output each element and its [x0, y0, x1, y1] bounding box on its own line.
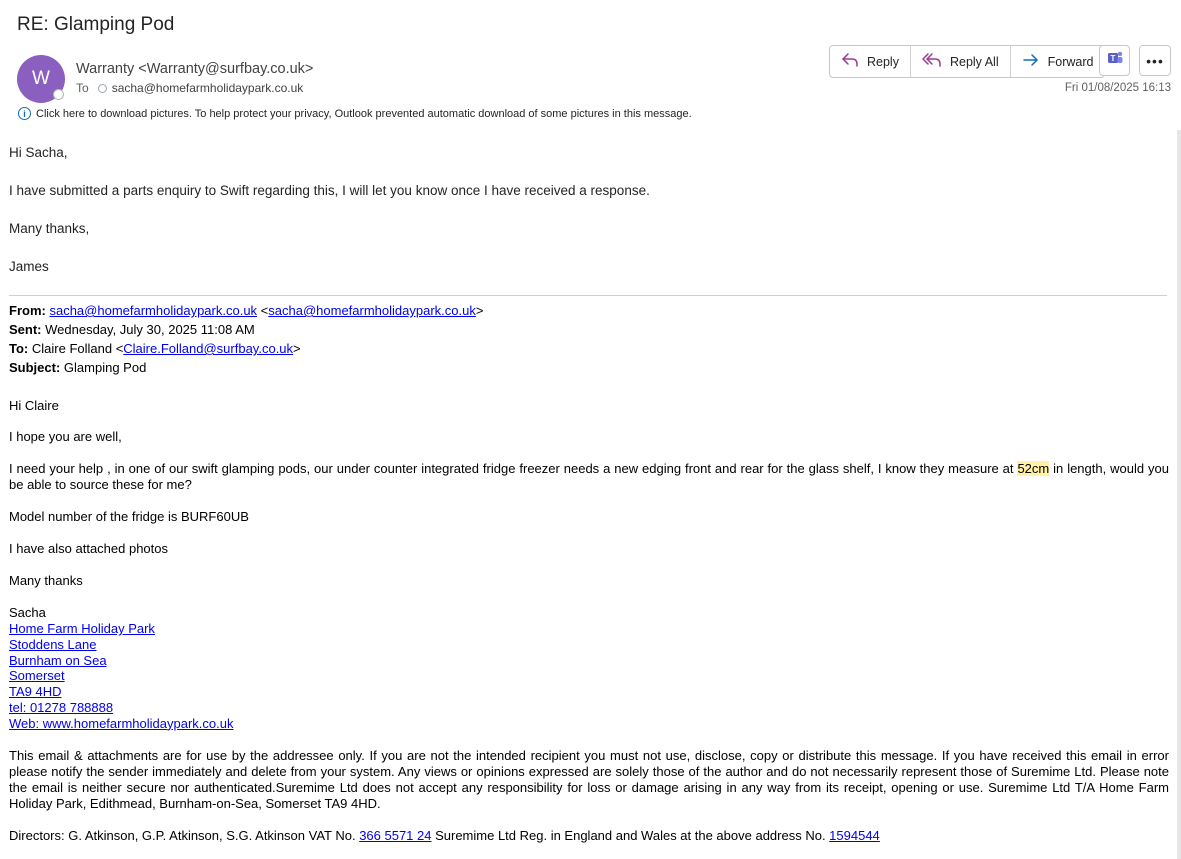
signature-block — [9, 621, 233, 732]
original-line-3: Model number of the fridge is BURF60UB — [9, 509, 249, 524]
original-line-1: I hope you are well, — [9, 429, 122, 444]
from-link-2[interactable]: sacha@homefarmholidaypark.co.uk — [268, 303, 476, 318]
message-actions-toolbar — [829, 45, 1105, 78]
teams-icon — [1106, 49, 1124, 72]
signature-link[interactable]: TA9 4HD — [9, 684, 62, 700]
original-sent-row — [9, 322, 255, 337]
reply-button[interactable] — [830, 46, 911, 77]
more-icon: ••• — [1146, 52, 1164, 69]
reply-greeting: Hi Sacha, — [9, 145, 68, 160]
reply-message: I have submitted a parts enquiry to Swift regarding this, I will let you know once I have received a response. — [9, 183, 650, 198]
line-2-part-a: I need your help , in one of our swift glamping pods, our under counter integrated fridge freezer needs a new edging front and rear for the glass shelf, I know they measure at — [9, 461, 1018, 476]
vat-link[interactable]: 366 5571 24 — [359, 828, 432, 843]
reply-all-button[interactable] — [911, 46, 1011, 77]
scrollbar[interactable] — [1177, 130, 1181, 859]
directors-line — [9, 828, 880, 843]
more-actions-button[interactable] — [1139, 45, 1171, 76]
reply-all-icon — [922, 52, 950, 71]
quoted-separator — [9, 295, 1167, 296]
forward-button[interactable] — [1011, 46, 1105, 77]
to-link[interactable]: Claire.Folland@surfbay.co.uk — [123, 341, 294, 356]
sent-value: Wednesday, July 30, 2025 11:08 AM — [45, 322, 255, 337]
from-link[interactable]: sacha@homefarmholidaypark.co.uk — [49, 303, 258, 318]
directors-text-b: Suremime Ltd Reg. in England and Wales at the above address No. — [431, 828, 830, 843]
sender-display[interactable]: Warranty <Warranty@surfbay.co.uk> — [76, 61, 314, 77]
recipient-presence-icon — [98, 84, 107, 93]
signature-web-link[interactable]: Web: www.homefarmholidaypark.co.uk — [9, 715, 234, 731]
teams-chat-button[interactable] — [1099, 45, 1130, 76]
recipient-address[interactable]: sacha@homefarmholidaypark.co.uk — [111, 81, 304, 95]
reply-label: Reply — [867, 54, 899, 69]
line-2-part-b: in length, would you be able to source these for me? — [9, 461, 1169, 492]
original-subject-row — [9, 360, 146, 375]
email-subject: RE: Glamping Pod — [17, 14, 175, 35]
recipient-row — [76, 81, 303, 95]
disclaimer: This email & attachments are for use by the addressee only. If you are not the intended recipient you must not use, disclose, copy or distribute this message. If you have received this email in error please notify the sender immediately and delete from your system. Any views or opinions expressed are solely those of the author and do not necessarily represent those of Suremime Ltd. Please note the email is neither secure nor authenticated.Suremime Ltd does not accept any responsibility for loss or damage arising in any way from its receipt, opening or use. Suremime Ltd T/A Home Farm Holiday Park, Edithmead, Burnham-on-Sea, Somerset TA9 4HD. — [9, 748, 1169, 811]
signature-link[interactable]: Home Farm Holiday Park — [9, 621, 155, 636]
directors-text-a: Directors: G. Atkinson, G.P. Atkinson, S.G. Atkinson VAT No. — [9, 828, 360, 843]
to-name: Claire Folland < — [31, 341, 124, 356]
reply-signature-name: James — [9, 259, 49, 274]
forward-icon — [1022, 52, 1048, 71]
signature-link[interactable]: Stoddens Lane — [9, 636, 97, 652]
original-name: Sacha — [9, 605, 46, 620]
original-line-4: I have also attached photos — [9, 541, 169, 556]
original-greeting: Hi Claire — [9, 398, 59, 413]
signature-link[interactable]: Somerset — [9, 668, 65, 684]
from-label: From: — [9, 303, 46, 318]
to-label: To — [76, 81, 89, 95]
subject-label: Subject: — [9, 360, 61, 375]
presence-status-icon — [53, 89, 64, 100]
original-to-row: To: Claire Folland <Claire.Folland@surfbay.co.uk> — [9, 341, 301, 356]
original-line-2 — [9, 461, 1169, 493]
reply-closing: Many thanks, — [9, 221, 90, 236]
sender-avatar[interactable]: W — [17, 55, 65, 103]
received-datetime: Fri 01/08/2025 16:13 — [1064, 82, 1171, 94]
highlighted-measurement: 52cm — [1017, 461, 1050, 476]
sent-label: Sent: — [9, 322, 42, 337]
svg-text:T: T — [1110, 54, 1115, 63]
original-line-5: Many thanks — [9, 573, 83, 588]
reply-icon — [841, 52, 867, 71]
to-header-label: To: — [9, 341, 29, 356]
reg-link[interactable]: 1594544 — [829, 828, 880, 843]
forward-label: Forward — [1047, 54, 1094, 69]
download-pictures-text[interactable]: Click here to download pictures. To help protect your privacy, Outlook prevented automatic download of some pictures in this message. — [36, 107, 692, 120]
download-pictures-bar[interactable] — [18, 107, 692, 120]
subject-value: Glamping Pod — [63, 360, 147, 375]
info-icon: i — [18, 107, 31, 120]
original-from-row: From: sacha@homefarmholidaypark.co.uk <sacha@homefarmholidaypark.co.uk> — [9, 303, 484, 318]
signature-link[interactable]: Burnham on Sea — [9, 652, 107, 668]
reply-all-label: Reply All — [949, 54, 999, 69]
signature-phone-link[interactable]: tel: 01278 788888 — [9, 699, 114, 715]
